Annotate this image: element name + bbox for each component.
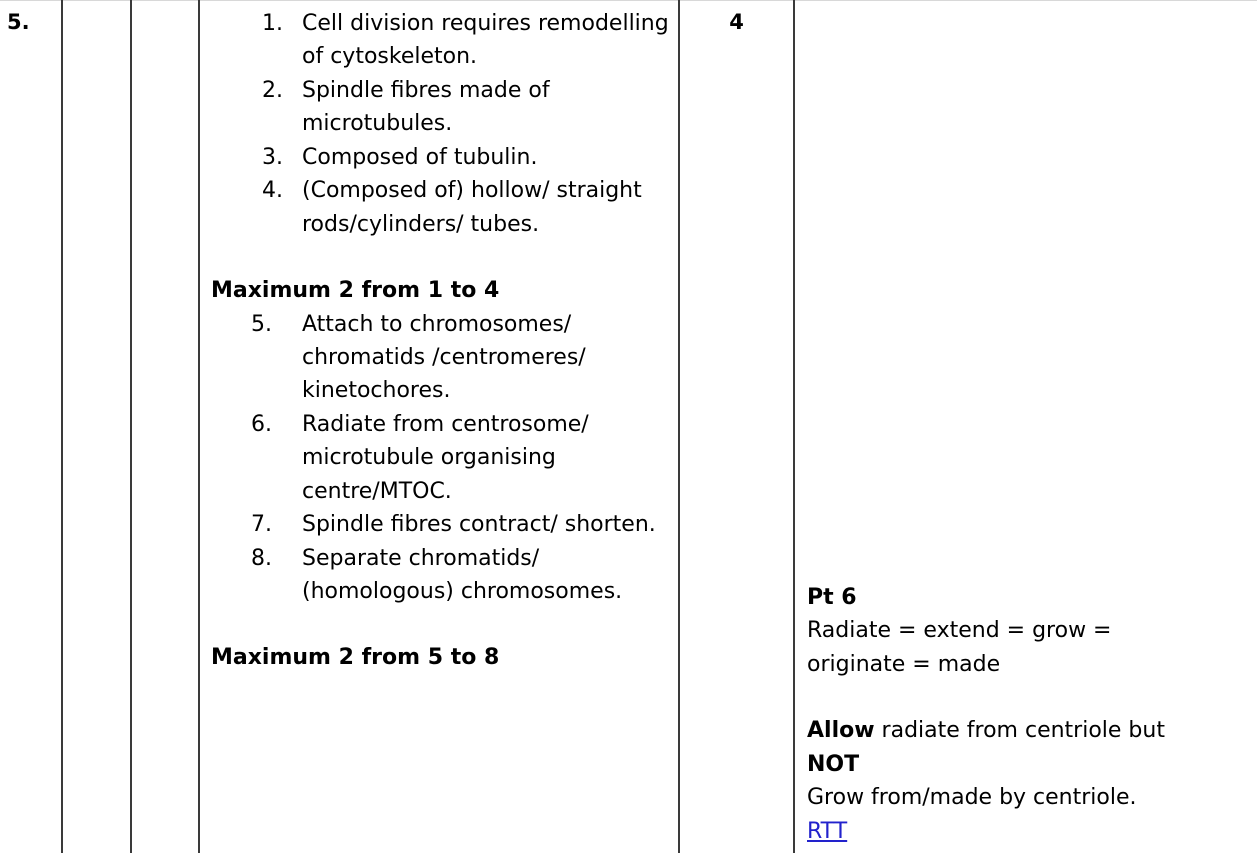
- rtt-link-line: [807, 815, 1257, 848]
- guidance-allow-line: [807, 714, 1257, 747]
- answer-points-group-2: [211, 308, 670, 609]
- not-text: Grow from/made by centriole.: [807, 785, 1137, 811]
- answer-content: [200, 1, 678, 675]
- guidance-cell: [794, 1, 1257, 853]
- marks-cell: [679, 1, 794, 853]
- guidance-equivalence-line-1: Radiate = extend = grow =: [807, 618, 1112, 644]
- question-part: [63, 1, 130, 10]
- answer-point: 3. Composed of tubulin.: [290, 141, 670, 174]
- answer-cell: [199, 1, 679, 853]
- allow-label: Allow: [807, 718, 875, 744]
- answer-point: Spindle fibres contract/ shorten.: [302, 512, 656, 538]
- allow-text: radiate from centriole but: [874, 718, 1165, 744]
- answer-point: 4. (Composed of) hollow/ straight rods/cylinders/ tubes.: [290, 174, 670, 241]
- answer-point: 1. Cell division requires remodelling of cytoskeleton.: [290, 7, 670, 74]
- rtt-link[interactable]: RTT: [807, 818, 848, 844]
- not-label: NOT: [807, 751, 860, 777]
- question-part-cell: [62, 1, 131, 853]
- guidance-equivalence-line-2: originate = made: [807, 651, 1001, 677]
- table-row: [0, 1, 1257, 853]
- answer-point: Separate chromatids/ (homologous) chromosomes.: [302, 545, 623, 604]
- marks-value: 4: [729, 10, 744, 34]
- question-subpart-cell: [131, 1, 199, 853]
- answer-points-group-1: [211, 7, 670, 241]
- guidance-point-heading: Pt 6: [807, 585, 857, 610]
- answer-point: Radiate from centrosome/ microtubule organising centre/MTOC.: [302, 411, 589, 504]
- question-number: 5.: [7, 10, 30, 34]
- question-subpart: [132, 1, 198, 10]
- max-rule-2: Maximum 2 from 5 to 8: [211, 645, 500, 671]
- answer-point: 2. Spindle fibres made of microtubules.: [290, 74, 670, 141]
- guidance-notes: [807, 581, 1257, 848]
- max-rule-1: Maximum 2 from 1 to 4: [211, 278, 500, 304]
- answer-point: Attach to chromosomes/ chromatids /centromeres/ kinetochores.: [302, 311, 586, 404]
- question-number-cell: [0, 1, 62, 853]
